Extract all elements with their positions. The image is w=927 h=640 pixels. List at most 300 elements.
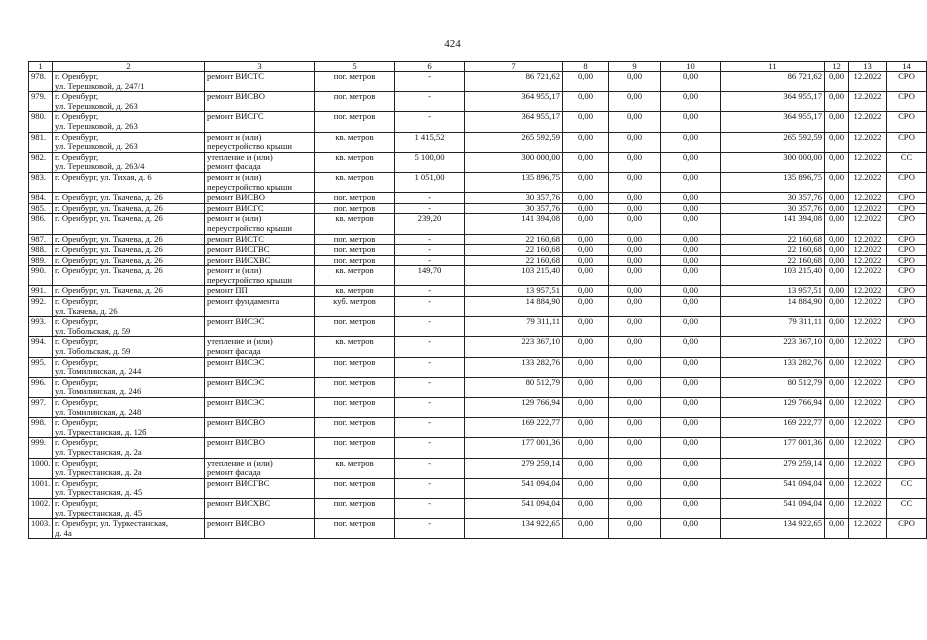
address-line: ул. Терешковой, д. 263 bbox=[55, 100, 138, 111]
address-line: г. Оренбург, ул. Туркестанская, bbox=[55, 518, 169, 529]
address-cell bbox=[53, 266, 205, 286]
work-type-line: ремонт ВИСВО bbox=[207, 437, 265, 448]
address-line: г. Оренбург, bbox=[55, 356, 99, 367]
completion-date-cell: 12.2022 bbox=[849, 203, 887, 214]
table-row bbox=[29, 519, 927, 539]
address-cell bbox=[53, 377, 205, 397]
funding-source-cell: СРО bbox=[887, 357, 927, 377]
amount-cell: 0,00 bbox=[825, 438, 849, 458]
amount-cell: 0,00 bbox=[661, 112, 721, 132]
cost-cell: 133 282,76 bbox=[465, 357, 563, 377]
cost-cell: 169 222,77 bbox=[465, 418, 563, 438]
table-row bbox=[29, 255, 927, 266]
address-line: ул. Туркестанская, д. 45 bbox=[55, 487, 143, 498]
amount-cell: 0,00 bbox=[661, 245, 721, 256]
unit-cell: пог. метров bbox=[315, 377, 395, 397]
amount-cell: 0,00 bbox=[609, 418, 661, 438]
address-cell bbox=[53, 519, 205, 539]
table-row bbox=[29, 172, 927, 192]
amount-cell: 0,00 bbox=[563, 203, 609, 214]
unit-cell: пог. метров bbox=[315, 398, 395, 418]
unit-cell: пог. метров bbox=[315, 317, 395, 337]
amount-cell: 0,00 bbox=[563, 214, 609, 234]
work-type-cell bbox=[205, 172, 315, 192]
address-line: г. Оренбург, ул. Ткачева, д. 26 bbox=[55, 192, 163, 203]
row-number-cell: 985. bbox=[29, 203, 53, 214]
amount-cell: 0,00 bbox=[825, 357, 849, 377]
quantity-cell: 1 051,00 bbox=[395, 172, 465, 192]
table-row bbox=[29, 152, 927, 172]
work-type-cell bbox=[205, 478, 315, 498]
work-type-cell bbox=[205, 317, 315, 337]
amount-cell: 0,00 bbox=[563, 172, 609, 192]
cost-cell: 103 215,40 bbox=[465, 266, 563, 286]
quantity-cell: - bbox=[395, 203, 465, 214]
amount-cell: 0,00 bbox=[825, 418, 849, 438]
row-number-cell: 984. bbox=[29, 193, 53, 204]
funding-source-cell: СРО bbox=[887, 519, 927, 539]
column-header: 7 bbox=[465, 62, 563, 72]
funding-source-cell: СРО bbox=[887, 438, 927, 458]
row-number-cell: 980. bbox=[29, 112, 53, 132]
quantity-cell: - bbox=[395, 438, 465, 458]
quantity-cell: - bbox=[395, 478, 465, 498]
row-number-cell: 983. bbox=[29, 172, 53, 192]
amount-cell: 0,00 bbox=[563, 132, 609, 152]
quantity-cell: - bbox=[395, 317, 465, 337]
column-header: 2 bbox=[53, 62, 205, 72]
completion-date-cell: 12.2022 bbox=[849, 297, 887, 317]
amount-cell: 0,00 bbox=[661, 152, 721, 172]
amount-cell: 0,00 bbox=[825, 245, 849, 256]
funding-source-cell: СС bbox=[887, 152, 927, 172]
work-type-cell bbox=[205, 458, 315, 478]
quantity-cell: - bbox=[395, 337, 465, 357]
capital-repair-table bbox=[28, 61, 927, 539]
cost-cell: 541 094,04 bbox=[465, 478, 563, 498]
total-cost-cell: 14 884,90 bbox=[721, 297, 825, 317]
unit-cell: пог. метров bbox=[315, 234, 395, 245]
table-row bbox=[29, 297, 927, 317]
funding-source-cell: СРО bbox=[887, 112, 927, 132]
address-cell bbox=[53, 132, 205, 152]
work-type-cell bbox=[205, 92, 315, 112]
unit-cell: кв. метров bbox=[315, 214, 395, 234]
amount-cell: 0,00 bbox=[563, 317, 609, 337]
table-row bbox=[29, 203, 927, 214]
table-row bbox=[29, 438, 927, 458]
cost-cell: 177 001,36 bbox=[465, 438, 563, 458]
address-line: ул. Терешковой, д. 263 bbox=[55, 120, 138, 131]
amount-cell: 0,00 bbox=[825, 519, 849, 539]
work-type-cell bbox=[205, 498, 315, 518]
work-type-line: ремонт и (или) bbox=[207, 265, 262, 276]
work-type-line: ремонт ВИСГС bbox=[207, 202, 264, 213]
amount-cell: 0,00 bbox=[825, 377, 849, 397]
amount-cell: 0,00 bbox=[563, 438, 609, 458]
completion-date-cell: 12.2022 bbox=[849, 418, 887, 438]
address-cell bbox=[53, 214, 205, 234]
cost-cell: 86 721,62 bbox=[465, 72, 563, 92]
completion-date-cell: 12.2022 bbox=[849, 72, 887, 92]
total-cost-cell: 30 357,76 bbox=[721, 193, 825, 204]
completion-date-cell: 12.2022 bbox=[849, 214, 887, 234]
completion-date-cell: 12.2022 bbox=[849, 92, 887, 112]
completion-date-cell: 12.2022 bbox=[849, 132, 887, 152]
unit-cell: кв. метров bbox=[315, 152, 395, 172]
completion-date-cell: 12.2022 bbox=[849, 377, 887, 397]
funding-source-cell: СРО bbox=[887, 286, 927, 297]
table-row bbox=[29, 112, 927, 132]
quantity-cell: - bbox=[395, 245, 465, 256]
amount-cell: 0,00 bbox=[661, 286, 721, 297]
work-type-line: переустройство крыши bbox=[207, 181, 292, 192]
cost-cell: 14 884,90 bbox=[465, 297, 563, 317]
unit-cell: куб. метров bbox=[315, 297, 395, 317]
row-number-cell: 991. bbox=[29, 286, 53, 297]
row-number-cell: 1003. bbox=[29, 519, 53, 539]
amount-cell: 0,00 bbox=[825, 203, 849, 214]
completion-date-cell: 12.2022 bbox=[849, 172, 887, 192]
row-number-cell: 993. bbox=[29, 317, 53, 337]
amount-cell: 0,00 bbox=[609, 255, 661, 266]
amount-cell: 0,00 bbox=[563, 377, 609, 397]
work-type-line: ремонт ВИСГВС bbox=[207, 244, 270, 255]
amount-cell: 0,00 bbox=[563, 193, 609, 204]
work-type-line: ремонт и (или) bbox=[207, 171, 262, 182]
completion-date-cell: 12.2022 bbox=[849, 112, 887, 132]
table-row bbox=[29, 398, 927, 418]
amount-cell: 0,00 bbox=[661, 458, 721, 478]
total-cost-cell: 279 259,14 bbox=[721, 458, 825, 478]
amount-cell: 0,00 bbox=[825, 234, 849, 245]
funding-source-cell: СРО bbox=[887, 92, 927, 112]
row-number-cell: 992. bbox=[29, 297, 53, 317]
funding-source-cell: СРО bbox=[887, 234, 927, 245]
amount-cell: 0,00 bbox=[661, 519, 721, 539]
completion-date-cell: 12.2022 bbox=[849, 317, 887, 337]
column-header: 11 bbox=[721, 62, 825, 72]
completion-date-cell: 12.2022 bbox=[849, 245, 887, 256]
work-type-line: ремонт и (или) bbox=[207, 131, 262, 142]
completion-date-cell: 12.2022 bbox=[849, 266, 887, 286]
unit-cell: кв. метров bbox=[315, 132, 395, 152]
completion-date-cell: 12.2022 bbox=[849, 438, 887, 458]
quantity-cell: - bbox=[395, 398, 465, 418]
total-cost-cell: 22 160,68 bbox=[721, 245, 825, 256]
table-row bbox=[29, 193, 927, 204]
unit-cell: пог. метров bbox=[315, 418, 395, 438]
total-cost-cell: 134 922,65 bbox=[721, 519, 825, 539]
amount-cell: 0,00 bbox=[825, 255, 849, 266]
work-type-line: ремонт ВИСВО bbox=[207, 518, 265, 529]
amount-cell: 0,00 bbox=[609, 519, 661, 539]
address-cell bbox=[53, 337, 205, 357]
row-number-cell: 988. bbox=[29, 245, 53, 256]
funding-source-cell: СРО bbox=[887, 266, 927, 286]
address-line: ул. Терешковой, д. 263/4 bbox=[55, 161, 145, 172]
address-cell bbox=[53, 193, 205, 204]
address-line: ул. Туркестанская, д. 2а bbox=[55, 446, 142, 457]
total-cost-cell: 133 282,76 bbox=[721, 357, 825, 377]
amount-cell: 0,00 bbox=[609, 266, 661, 286]
address-line: ул. Терешковой, д. 247/1 bbox=[55, 80, 145, 91]
cost-cell: 129 766,94 bbox=[465, 398, 563, 418]
work-type-line: ремонт ВИСЭС bbox=[207, 316, 265, 327]
address-cell bbox=[53, 286, 205, 297]
amount-cell: 0,00 bbox=[825, 498, 849, 518]
amount-cell: 0,00 bbox=[609, 214, 661, 234]
work-type-line: ремонт ВИСГС bbox=[207, 111, 264, 122]
quantity-cell: 149,70 bbox=[395, 266, 465, 286]
address-line: г. Оренбург, bbox=[55, 457, 99, 468]
total-cost-cell: 141 394,08 bbox=[721, 214, 825, 234]
address-line: ул. Туркестанская, д. 2а bbox=[55, 467, 142, 478]
quantity-cell: - bbox=[395, 418, 465, 438]
address-line: ул. Ткачева, д. 26 bbox=[55, 305, 118, 316]
completion-date-cell: 12.2022 bbox=[849, 152, 887, 172]
address-cell bbox=[53, 234, 205, 245]
amount-cell: 0,00 bbox=[609, 297, 661, 317]
quantity-cell: 5 100,00 bbox=[395, 152, 465, 172]
amount-cell: 0,00 bbox=[563, 255, 609, 266]
amount-cell: 0,00 bbox=[563, 72, 609, 92]
amount-cell: 0,00 bbox=[609, 317, 661, 337]
row-number-cell: 979. bbox=[29, 92, 53, 112]
amount-cell: 0,00 bbox=[661, 172, 721, 192]
total-cost-cell: 103 215,40 bbox=[721, 266, 825, 286]
amount-cell: 0,00 bbox=[563, 297, 609, 317]
funding-source-cell: СРО bbox=[887, 245, 927, 256]
total-cost-cell: 265 592,59 bbox=[721, 132, 825, 152]
funding-source-cell: СРО bbox=[887, 72, 927, 92]
address-line: г. Оренбург, ул. Тихая, д. 6 bbox=[55, 171, 152, 182]
amount-cell: 0,00 bbox=[563, 234, 609, 245]
work-type-cell bbox=[205, 286, 315, 297]
amount-cell: 0,00 bbox=[661, 266, 721, 286]
work-type-cell bbox=[205, 193, 315, 204]
address-cell bbox=[53, 297, 205, 317]
total-cost-cell: 129 766,94 bbox=[721, 398, 825, 418]
address-line: г. Оренбург, ул. Ткачева, д. 26 bbox=[55, 285, 163, 296]
completion-date-cell: 12.2022 bbox=[849, 255, 887, 266]
quantity-cell: - bbox=[395, 234, 465, 245]
amount-cell: 0,00 bbox=[661, 193, 721, 204]
address-line: г. Оренбург, ул. Ткачева, д. 26 bbox=[55, 254, 163, 265]
cost-cell: 135 896,75 bbox=[465, 172, 563, 192]
address-line: ул. Тобольская, д. 59 bbox=[55, 346, 131, 357]
amount-cell: 0,00 bbox=[563, 152, 609, 172]
cost-cell: 80 512,79 bbox=[465, 377, 563, 397]
amount-cell: 0,00 bbox=[825, 458, 849, 478]
work-type-cell bbox=[205, 398, 315, 418]
unit-cell: пог. метров bbox=[315, 72, 395, 92]
unit-cell: пог. метров bbox=[315, 203, 395, 214]
address-line: ул. Томилинская, д. 244 bbox=[55, 366, 142, 377]
address-line: г. Оренбург, bbox=[55, 376, 99, 387]
quantity-cell: - bbox=[395, 255, 465, 266]
amount-cell: 0,00 bbox=[825, 72, 849, 92]
work-type-cell bbox=[205, 132, 315, 152]
work-type-cell bbox=[205, 72, 315, 92]
amount-cell: 0,00 bbox=[661, 214, 721, 234]
amount-cell: 0,00 bbox=[563, 286, 609, 297]
unit-cell: кв. метров bbox=[315, 337, 395, 357]
quantity-cell: - bbox=[395, 377, 465, 397]
quantity-cell: 239,20 bbox=[395, 214, 465, 234]
total-cost-cell: 223 367,10 bbox=[721, 337, 825, 357]
cost-cell: 134 922,65 bbox=[465, 519, 563, 539]
total-cost-cell: 80 512,79 bbox=[721, 377, 825, 397]
work-type-line: ремонт ВИСВО bbox=[207, 192, 265, 203]
address-line: г. Оренбург, bbox=[55, 336, 99, 347]
quantity-cell: - bbox=[395, 498, 465, 518]
amount-cell: 0,00 bbox=[825, 286, 849, 297]
table-row bbox=[29, 245, 927, 256]
total-cost-cell: 364 955,17 bbox=[721, 92, 825, 112]
amount-cell: 0,00 bbox=[661, 478, 721, 498]
row-number-cell: 996. bbox=[29, 377, 53, 397]
unit-cell: пог. метров bbox=[315, 112, 395, 132]
row-number-cell: 986. bbox=[29, 214, 53, 234]
work-type-cell bbox=[205, 438, 315, 458]
address-cell bbox=[53, 317, 205, 337]
amount-cell: 0,00 bbox=[661, 438, 721, 458]
table-row bbox=[29, 92, 927, 112]
work-type-cell bbox=[205, 234, 315, 245]
total-cost-cell: 169 222,77 bbox=[721, 418, 825, 438]
unit-cell: пог. метров bbox=[315, 478, 395, 498]
table-row bbox=[29, 357, 927, 377]
address-line: ул. Туркестанская, д. 12б bbox=[55, 426, 147, 437]
completion-date-cell: 12.2022 bbox=[849, 458, 887, 478]
amount-cell: 0,00 bbox=[609, 498, 661, 518]
address-line: г. Оренбург, ул. Ткачева, д. 26 bbox=[55, 244, 163, 255]
quantity-cell: - bbox=[395, 357, 465, 377]
table-row bbox=[29, 498, 927, 518]
amount-cell: 0,00 bbox=[563, 458, 609, 478]
completion-date-cell: 12.2022 bbox=[849, 193, 887, 204]
row-number-cell: 999. bbox=[29, 438, 53, 458]
work-type-cell bbox=[205, 297, 315, 317]
cost-cell: 265 592,59 bbox=[465, 132, 563, 152]
amount-cell: 0,00 bbox=[825, 297, 849, 317]
amount-cell: 0,00 bbox=[563, 337, 609, 357]
amount-cell: 0,00 bbox=[563, 112, 609, 132]
address-line: г. Оренбург, ул. Ткачева, д. 26 bbox=[55, 233, 163, 244]
column-header: 13 bbox=[849, 62, 887, 72]
amount-cell: 0,00 bbox=[661, 337, 721, 357]
address-line: г. Оренбург, bbox=[55, 437, 99, 448]
amount-cell: 0,00 bbox=[609, 478, 661, 498]
work-type-line: ремонт ВИСЭС bbox=[207, 397, 265, 407]
column-header: 1 bbox=[29, 62, 53, 72]
work-type-line: ремонт ВИСХВС bbox=[207, 497, 271, 508]
funding-source-cell: СРО bbox=[887, 193, 927, 204]
amount-cell: 0,00 bbox=[825, 132, 849, 152]
amount-cell: 0,00 bbox=[609, 203, 661, 214]
work-type-line: утепление и (или) bbox=[207, 151, 273, 162]
funding-source-cell: СРО bbox=[887, 317, 927, 337]
address-cell bbox=[53, 498, 205, 518]
unit-cell: пог. метров bbox=[315, 92, 395, 112]
address-line: г. Оренбург, bbox=[55, 91, 99, 102]
table-row bbox=[29, 214, 927, 234]
address-cell bbox=[53, 357, 205, 377]
amount-cell: 0,00 bbox=[661, 234, 721, 245]
table-row bbox=[29, 132, 927, 152]
total-cost-cell: 13 957,51 bbox=[721, 286, 825, 297]
work-type-line: переустройство крыши bbox=[207, 141, 292, 152]
row-number-cell: 989. bbox=[29, 255, 53, 266]
funding-source-cell: СРО bbox=[887, 297, 927, 317]
amount-cell: 0,00 bbox=[609, 357, 661, 377]
address-line: г. Оренбург, bbox=[55, 71, 99, 81]
work-type-cell bbox=[205, 245, 315, 256]
funding-source-cell: СС bbox=[887, 478, 927, 498]
amount-cell: 0,00 bbox=[609, 112, 661, 132]
funding-source-cell: СРО bbox=[887, 337, 927, 357]
work-type-line: ремонт ВИСГВС bbox=[207, 477, 270, 488]
total-cost-cell: 79 311,11 bbox=[721, 317, 825, 337]
quantity-cell: - bbox=[395, 519, 465, 539]
completion-date-cell: 12.2022 bbox=[849, 498, 887, 518]
address-line: г. Оренбург, bbox=[55, 477, 99, 488]
work-type-line: ремонт фасада bbox=[207, 346, 261, 357]
amount-cell: 0,00 bbox=[609, 377, 661, 397]
table-row bbox=[29, 458, 927, 478]
amount-cell: 0,00 bbox=[563, 418, 609, 438]
amount-cell: 0,00 bbox=[563, 519, 609, 539]
row-number-cell: 978. bbox=[29, 72, 53, 92]
work-type-cell bbox=[205, 337, 315, 357]
unit-cell: пог. метров bbox=[315, 255, 395, 266]
total-cost-cell: 541 094,04 bbox=[721, 498, 825, 518]
work-type-line: ремонт ВИСВО bbox=[207, 91, 265, 102]
work-type-line: ремонт ВИСЭС bbox=[207, 376, 265, 387]
work-type-line: переустройство крыши bbox=[207, 222, 292, 233]
work-type-line: ремонт ВИСЭС bbox=[207, 356, 265, 367]
table-row bbox=[29, 377, 927, 397]
total-cost-cell: 22 160,68 bbox=[721, 255, 825, 266]
row-number-cell: 990. bbox=[29, 266, 53, 286]
address-line: г. Оренбург, bbox=[55, 131, 99, 142]
funding-source-cell: СРО bbox=[887, 255, 927, 266]
column-header: 6 bbox=[395, 62, 465, 72]
unit-cell: пог. метров bbox=[315, 438, 395, 458]
address-cell bbox=[53, 418, 205, 438]
work-type-cell bbox=[205, 152, 315, 172]
quantity-cell: 1 415,52 bbox=[395, 132, 465, 152]
completion-date-cell: 12.2022 bbox=[849, 519, 887, 539]
work-type-cell bbox=[205, 203, 315, 214]
address-line: ул. Терешковой, д. 263 bbox=[55, 141, 138, 152]
cost-cell: 30 357,76 bbox=[465, 203, 563, 214]
amount-cell: 0,00 bbox=[661, 357, 721, 377]
column-header: 10 bbox=[661, 62, 721, 72]
funding-source-cell: СРО bbox=[887, 132, 927, 152]
unit-cell: пог. метров bbox=[315, 498, 395, 518]
address-line: г. Оренбург, bbox=[55, 397, 99, 407]
work-type-cell bbox=[205, 112, 315, 132]
completion-date-cell: 12.2022 bbox=[849, 286, 887, 297]
row-number-cell: 1002. bbox=[29, 498, 53, 518]
cost-cell: 22 160,68 bbox=[465, 234, 563, 245]
completion-date-cell: 12.2022 bbox=[849, 337, 887, 357]
address-line: ул. Томилинская, д. 248 bbox=[55, 406, 142, 417]
amount-cell: 0,00 bbox=[609, 234, 661, 245]
total-cost-cell: 300 000,00 bbox=[721, 152, 825, 172]
